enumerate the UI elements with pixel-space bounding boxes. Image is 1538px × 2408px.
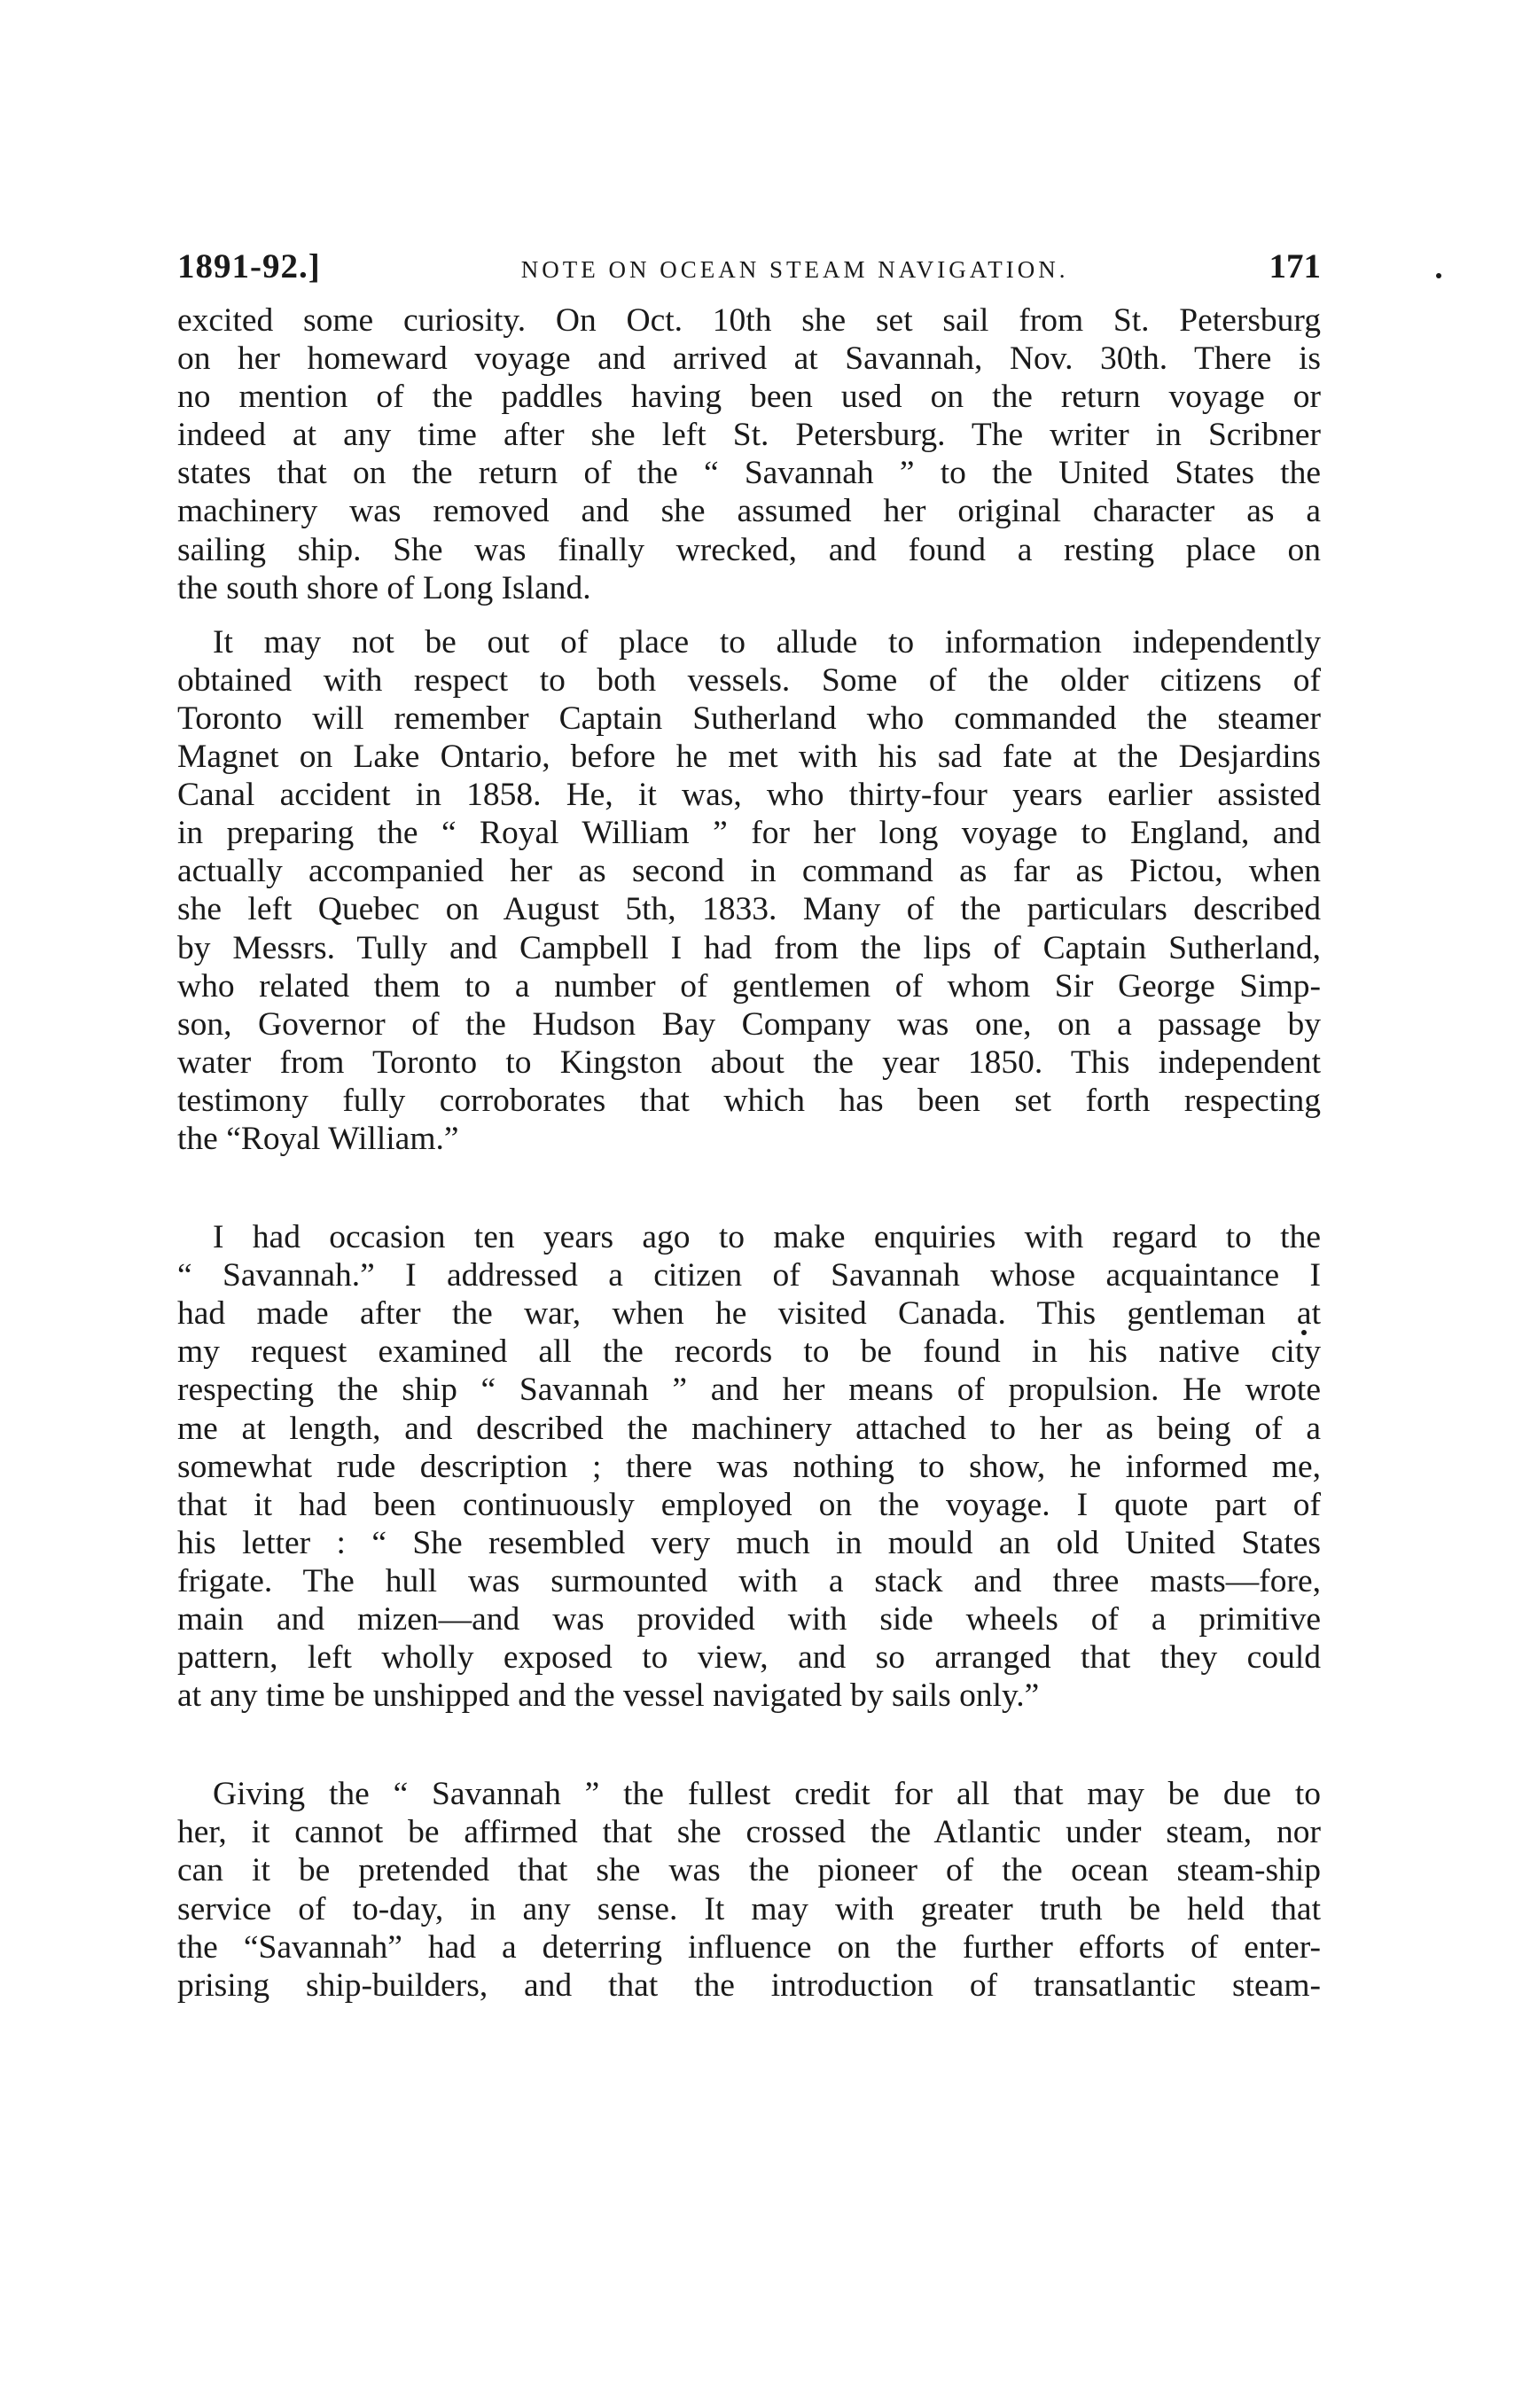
text-line: at any time be unshipped and the vessel navigated by sails only.” [177, 1677, 1040, 1715]
text-line: states that on the return of the “ Savannah ” to the United States the [177, 455, 1321, 492]
text-line: Magnet on Lake Ontario, before he met with his sad fate at the Desjardins [177, 739, 1321, 776]
text-line: I had occasion ten years ago to make enquiries with regard to the [213, 1219, 1321, 1256]
page-number: 171 [1269, 247, 1321, 285]
text-line: pattern, left wholly exposed to view, and so arranged that they could [177, 1639, 1321, 1677]
text-line: prising ship-builders, and that the introduction of transatlantic steam- [177, 1966, 1321, 2004]
stray-ink-dot [1436, 273, 1441, 278]
text-line: Toronto will remember Captain Sutherland who commanded the steamer [177, 700, 1321, 737]
text-line: testimony fully corroborates that which has been set forth respecting [177, 1082, 1321, 1119]
text-line: my request examined all the records to be found in his native city [177, 1333, 1321, 1371]
paragraph [177, 301, 1321, 607]
paragraph [177, 1218, 1321, 1715]
paragraph [177, 623, 1321, 1158]
text-line: obtained with respect to both vessels. Some of the older citizens of [177, 661, 1321, 699]
text-line: water from Toronto to Kingston about the year 1850. This independent [177, 1044, 1321, 1081]
text-line: frigate. The hull was surmounted with a stack and three masts—fore, [177, 1562, 1321, 1599]
text-line: son, Governor of the Hudson Bay Company was one, on a passage by [177, 1005, 1321, 1043]
text-line: indeed at any time after she left St. Petersburg. The writer in Scribner [177, 417, 1321, 454]
running-head [177, 246, 1321, 291]
text-line: the south shore of Long Island. [177, 569, 591, 606]
text-line: actually accompanied her as second in command as far as Pictou, when [177, 853, 1321, 890]
text-line: his letter : “ She resembled very much in mould an old United States [177, 1524, 1321, 1561]
text-line: sailing ship. She was finally wrecked, and found a resting place on [177, 531, 1321, 568]
text-line: her, it cannot be affirmed that she crossed the Atlantic under steam, nor [177, 1814, 1321, 1851]
text-line: who related them to a number of gentlemen of whom Sir George Simp- [177, 967, 1321, 1005]
text-line: Canal accident in 1858. He, it was, who thirty-four years earlier assisted [177, 777, 1321, 814]
text-line: It may not be out of place to allude to information independently [213, 623, 1321, 661]
text-line: excited some curiosity. On Oct. 10th she set sail from St. Petersburg [177, 302, 1321, 339]
text-line: somewhat rude description ; there was nothing to show, he informed me, [177, 1448, 1321, 1485]
text-line: Giving the “ Savannah ” the fullest credit for all that may be due to [213, 1776, 1321, 1813]
text-line: can it be pretended that she was the pioneer of the ocean steam-ship [177, 1852, 1321, 1889]
header-title: NOTE ON OCEAN STEAM NAVIGATION. [520, 256, 1069, 283]
text-line: no mention of the paddles having been used on the return voyage or [177, 379, 1321, 416]
text-line: that it had been continuously employed on the voyage. I quote part of [177, 1486, 1321, 1523]
text-line: the “Royal William.” [177, 1120, 459, 1157]
text-line: on her homeward voyage and arrived at Savannah, Nov. 30th. There is [177, 340, 1321, 378]
body-text [177, 301, 1321, 2005]
text-line: service of to-day, in any sense. It may with greater truth be held that [177, 1890, 1321, 1927]
text-line: in preparing the “ Royal William ” for her long voyage to England, and [177, 815, 1321, 852]
text-line: the “Savannah” had a deterring influence on the further efforts of enter- [177, 1928, 1321, 1966]
header-years: 1891-92.] [177, 247, 321, 285]
text-line: she left Quebec on August 5th, 1833. Many of the particulars described [177, 891, 1321, 928]
text-line: me at length, and described the machinery attached to her as being of a [177, 1410, 1321, 1447]
text-line: “ Savannah.” I addressed a citizen of Savannah whose acquaintance I [177, 1257, 1321, 1294]
paragraph [177, 1775, 1321, 2005]
text-line: by Messrs. Tully and Campbell I had from the lips of Captain Sutherland, [177, 929, 1321, 966]
text-line: machinery was removed and she assumed her original character as a [177, 493, 1321, 530]
text-line: main and mizen—and was provided with side wheels of a primitive [177, 1601, 1321, 1638]
text-line: respecting the ship “ Savannah ” and her means of propulsion. He wrote [177, 1372, 1321, 1409]
text-line: had made after the war, when he visited Canada. This gentleman at [177, 1295, 1321, 1333]
